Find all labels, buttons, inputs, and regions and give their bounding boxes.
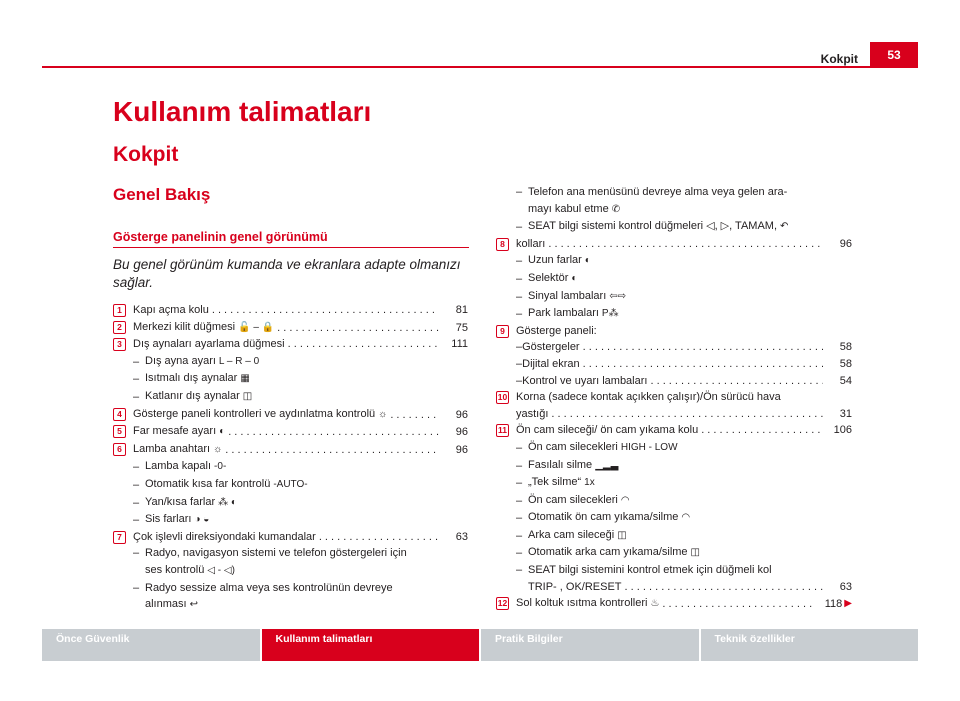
item-label	[522, 339, 579, 356]
item-label	[528, 509, 690, 527]
control-symbol-icon: ◠	[620, 494, 630, 506]
list-item	[496, 422, 852, 439]
dot-leader	[288, 336, 439, 353]
list-item	[113, 511, 468, 529]
control-symbol-icon: ◫	[617, 529, 627, 541]
dot-leader	[701, 422, 823, 439]
item-label	[145, 545, 407, 562]
dash-marker: –	[516, 186, 523, 198]
dash-marker: –	[516, 255, 523, 268]
running-header: Kokpit	[820, 52, 858, 66]
item-text: kolları	[516, 237, 546, 250]
list-item	[496, 270, 852, 288]
list-item	[113, 494, 468, 512]
list-item	[496, 579, 852, 596]
page-reference[interactable]: 118	[824, 598, 843, 611]
dash-marker: –	[516, 494, 523, 507]
control-symbol-icon: 🔓 – 🔒	[238, 321, 275, 333]
page-reference[interactable]: 96	[455, 426, 468, 439]
list-item	[113, 441, 468, 459]
list-item	[113, 580, 468, 597]
item-text: Radyo sessize alma veya ses kontrolünün devreye	[145, 581, 393, 594]
item-label	[528, 544, 700, 562]
item-number-badge: 12	[497, 598, 508, 609]
item-label	[528, 201, 620, 219]
item-label	[145, 494, 237, 512]
item-number-badge: 5	[113, 425, 126, 438]
item-number-badge: 8	[496, 238, 509, 251]
page-reference[interactable]: 106	[833, 424, 852, 437]
chapter-title: Kullanım talimatları	[113, 96, 372, 127]
list-item	[496, 474, 852, 492]
list-item	[496, 457, 852, 475]
item-text: Gösterge paneli kontrolleri ve aydınlatma kontrolü	[133, 407, 376, 420]
item-label	[145, 580, 393, 597]
dot-leader	[548, 236, 823, 253]
list-item	[113, 545, 468, 562]
item-text: Sol koltuk ısıtma kontrolleri	[516, 597, 648, 610]
dash-marker: –	[516, 308, 523, 321]
item-label	[528, 457, 618, 475]
list-item	[496, 544, 852, 562]
dash-marker: –	[133, 390, 140, 403]
item-label	[528, 562, 772, 579]
list-item	[496, 406, 852, 423]
list-item	[496, 595, 852, 613]
list-item	[113, 336, 468, 353]
dash-marker: –	[133, 461, 140, 474]
dash-marker: –	[516, 564, 523, 577]
dash-marker: –	[516, 529, 523, 542]
list-item	[496, 339, 852, 356]
control-symbol-icon: ☼	[378, 408, 388, 420]
dot-leader	[662, 596, 813, 613]
footer-tab[interactable]: Pratik Bilgiler	[481, 629, 701, 661]
item-label	[528, 474, 595, 492]
control-symbol-icon: -0-	[214, 461, 227, 473]
right-item-list	[496, 184, 852, 613]
item-label	[133, 529, 316, 546]
dot-leader	[583, 356, 823, 373]
control-symbol-icon: ♨	[650, 598, 660, 610]
dash-marker: –	[133, 547, 140, 560]
footer-tab[interactable]: Teknik özellikler	[701, 629, 919, 661]
item-text: Ön cam sileceği/ ön cam yıkama kolu	[516, 424, 699, 437]
item-text: Ön cam silecekleri	[528, 493, 618, 506]
dot-leader	[228, 424, 439, 441]
item-text: Kontrol ve uyarı lambaları	[522, 374, 648, 387]
continue-arrow-icon: ▶	[844, 598, 852, 610]
item-text: yastığı	[516, 407, 549, 420]
intro-text: Bu genel görünüm kumanda ve ekranlara adapte olmanızı sağlar.	[113, 257, 461, 290]
list-item	[496, 236, 852, 253]
item-text: Arka cam sileceği	[528, 528, 615, 541]
item-text: Dış aynaları ayarlama düğmesi	[133, 338, 285, 351]
item-label	[528, 305, 619, 323]
item-number-badge: 6	[113, 443, 126, 456]
footer-tab[interactable]: Önce Güvenlik	[42, 629, 262, 661]
control-symbol-icon: ↩	[189, 599, 198, 611]
list-item	[496, 509, 852, 527]
page-reference[interactable]: 58	[839, 357, 852, 370]
dash-marker: –	[516, 547, 523, 560]
dash-marker: –	[516, 221, 523, 234]
control-symbol-icon: ☼	[213, 443, 223, 455]
item-text: Katlanır dış aynalar	[145, 389, 240, 402]
item-label	[528, 252, 591, 270]
page-reference[interactable]: 54	[839, 374, 852, 387]
page-reference[interactable]: 96	[455, 443, 468, 456]
item-text: Dijital ekran	[522, 357, 580, 370]
list-item	[496, 323, 852, 340]
list-item	[496, 356, 852, 373]
item-label	[528, 218, 788, 236]
item-text: Göstergeler	[522, 341, 580, 354]
dot-leader	[551, 406, 823, 423]
dash-marker: –	[133, 355, 140, 368]
subsection-title: Genel Bakış	[113, 185, 211, 204]
list-item	[496, 562, 852, 579]
item-text: Yan/kısa farlar	[145, 495, 216, 508]
item-label	[528, 288, 626, 306]
control-symbol-icon: ◑ ◒	[194, 514, 210, 526]
list-item	[113, 458, 468, 476]
item-number-badge: 10	[497, 392, 508, 403]
item-number-badge: 1	[113, 304, 126, 317]
item-label	[516, 595, 659, 613]
list-item	[113, 596, 468, 614]
item-text: Sinyal lambaları	[528, 289, 607, 302]
dash-marker: –	[516, 341, 523, 354]
item-text: Far mesafe ayarı	[133, 425, 217, 438]
page-reference[interactable]: 96	[455, 408, 468, 421]
item-text: Otomatik arka cam yıkama/silme	[528, 546, 688, 559]
list-item	[113, 353, 468, 371]
item-number-badge: 3	[113, 338, 126, 351]
item-text: Isıtmalı dış aynalar	[145, 372, 238, 385]
item-label	[133, 441, 222, 459]
left-item-list	[113, 302, 468, 614]
item-label	[516, 323, 597, 340]
list-item	[496, 373, 852, 390]
list-item	[113, 302, 468, 319]
item-label	[145, 458, 226, 476]
dot-leader	[583, 339, 823, 356]
list-item	[113, 562, 468, 580]
page-reference[interactable]: 63	[839, 580, 852, 593]
dot-leader	[390, 407, 439, 424]
item-label	[516, 236, 545, 253]
control-symbol-icon: ◐	[584, 255, 591, 267]
item-number-badge: 11	[498, 425, 507, 436]
item-text: alınması	[145, 598, 187, 611]
dash-marker: –	[516, 272, 523, 285]
list-item	[496, 439, 852, 457]
item-label	[528, 492, 630, 510]
item-text: Fasılalı silme	[528, 458, 593, 471]
control-symbol-icon: ↶	[780, 221, 789, 233]
dot-leader	[319, 529, 439, 546]
item-label	[145, 476, 308, 494]
item-label	[528, 527, 627, 545]
control-symbol-icon: ◠	[681, 512, 691, 524]
list-item	[496, 389, 852, 406]
list-item	[113, 423, 468, 441]
item-text: Lamba kapalı	[145, 460, 212, 473]
list-item	[496, 201, 852, 219]
list-item	[113, 529, 468, 546]
list-item	[496, 288, 852, 306]
item-text: mayı kabul etme	[528, 202, 609, 215]
control-symbol-icon: ⁂ ◐	[218, 496, 237, 508]
item-label	[145, 562, 235, 580]
section-title: Kokpit	[113, 143, 179, 166]
item-label	[528, 579, 622, 596]
header-rule	[42, 66, 918, 68]
item-text: Merkezi kilit düğmesi	[133, 320, 236, 333]
list-item	[113, 319, 468, 337]
control-symbol-icon: ◫	[242, 390, 253, 402]
item-text: „Tek silme“	[528, 476, 582, 489]
dash-marker: –	[133, 581, 140, 594]
list-item	[496, 527, 852, 545]
item-label	[145, 596, 198, 614]
control-symbol-icon: 1x	[584, 477, 595, 489]
page-reference[interactable]: 58	[839, 341, 852, 354]
dash-marker: –	[516, 357, 523, 370]
item-text: Telefon ana menüsünü devreye alma veya gelen ara-	[528, 186, 788, 198]
page-reference[interactable]: 111	[451, 338, 468, 351]
dot-leader	[277, 320, 439, 337]
item-label	[145, 353, 259, 371]
dot-leader	[225, 442, 439, 459]
control-symbol-icon: P⁂	[601, 308, 619, 320]
item-number-badge: 9	[496, 325, 509, 338]
control-symbol-icon: ▁▂▃	[595, 459, 619, 471]
item-label	[133, 423, 225, 441]
dash-marker: –	[516, 477, 523, 490]
dot-leader	[650, 373, 823, 390]
item-text: TRIP- , OK/RESET	[528, 580, 622, 593]
list-item	[496, 492, 852, 510]
item-text: Dış ayna ayarı	[145, 354, 216, 367]
control-symbol-icon: ✆	[611, 203, 621, 215]
item-text: SEAT bilgi sistemini kontrol etmek için düğmeli kol	[528, 564, 772, 577]
page-reference[interactable]: 63	[455, 530, 468, 543]
item-number-badge: 7	[113, 531, 126, 544]
dash-marker: –	[133, 373, 140, 386]
page-reference[interactable]: 31	[839, 407, 852, 420]
item-label	[516, 389, 781, 406]
page-reference[interactable]: 96	[839, 237, 852, 250]
list-item	[113, 476, 468, 494]
control-symbol-icon: L – R – 0	[218, 355, 260, 367]
dot-leader	[625, 579, 823, 596]
item-text: Sis farları	[145, 513, 192, 526]
control-symbol-icon: ◐	[219, 426, 226, 438]
item-text: ses kontrolü	[145, 563, 205, 576]
item-text: Çok işlevli direksiyondaki kumandalar	[133, 530, 316, 543]
item-text: Radyo, navigasyon sistemi ve telefon göstergeleri için	[145, 547, 407, 560]
list-item	[496, 252, 852, 270]
list-item	[496, 184, 852, 201]
item-text: SEAT bilgi sistemi kontrol düğmeleri ◁, ▷, TAMAM,	[528, 220, 778, 233]
item-label	[522, 373, 647, 390]
dash-marker: –	[133, 514, 140, 527]
dot-leader	[212, 302, 439, 319]
list-item	[113, 388, 468, 406]
item-text: Otomatik kısa far kontrolü	[145, 477, 271, 490]
control-symbol-icon: ▦	[240, 373, 250, 385]
page-reference[interactable]: 81	[455, 304, 468, 316]
footer-nav	[42, 629, 918, 661]
item-label	[516, 406, 548, 423]
control-symbol-icon: ⇦⇨	[609, 290, 627, 302]
list-item	[496, 218, 852, 236]
control-symbol-icon: ◫	[690, 547, 700, 559]
item-text: Ön cam silecekleri	[528, 440, 618, 453]
item-text: Selektör	[528, 271, 569, 284]
item-label	[145, 370, 250, 388]
page-number: 53	[870, 42, 918, 68]
item-text: Otomatik ön cam yıkama/silme	[528, 511, 679, 524]
item-label	[522, 356, 579, 373]
item-text: Park lambaları	[528, 307, 599, 320]
item-label	[133, 336, 285, 353]
item-text: Lamba anahtarı	[133, 442, 211, 455]
dash-marker: –	[133, 496, 140, 509]
dash-marker: –	[516, 512, 523, 525]
item-label	[145, 511, 209, 529]
list-item	[113, 406, 468, 424]
item-label	[528, 270, 577, 288]
item-text: Gösterge paneli:	[516, 324, 597, 337]
dash-marker: –	[516, 459, 523, 472]
control-symbol-icon: ◁ - ◁)	[207, 564, 235, 576]
list-item	[496, 305, 852, 323]
item-label	[133, 319, 274, 337]
list-item	[113, 370, 468, 388]
dash-marker: –	[516, 441, 523, 454]
item-label	[145, 388, 252, 406]
item-number-badge: 4	[113, 408, 126, 421]
item-label	[528, 184, 787, 201]
control-symbol-icon: ◐	[571, 272, 578, 284]
topic-title: Gösterge panelinin genel görünümü	[113, 230, 469, 248]
item-label	[133, 302, 209, 319]
page-reference[interactable]: 75	[455, 321, 468, 334]
dash-marker: –	[133, 478, 140, 491]
item-label	[516, 422, 698, 439]
item-number-badge: 2	[113, 321, 126, 334]
item-label	[133, 406, 387, 424]
item-text: Korna (sadece kontak açıkken çalışır)/Ön sürücü hava	[516, 391, 781, 404]
item-text: Kapı açma kolu	[133, 304, 209, 316]
dash-marker: –	[516, 290, 523, 303]
control-symbol-icon: HIGH - LOW	[620, 441, 678, 453]
item-text: Uzun farlar	[528, 254, 582, 267]
dash-marker: –	[516, 374, 523, 387]
footer-tab[interactable]: Kullanım talimatları	[262, 629, 482, 661]
item-label	[528, 439, 678, 457]
control-symbol-icon: -AUTO-	[273, 478, 308, 490]
